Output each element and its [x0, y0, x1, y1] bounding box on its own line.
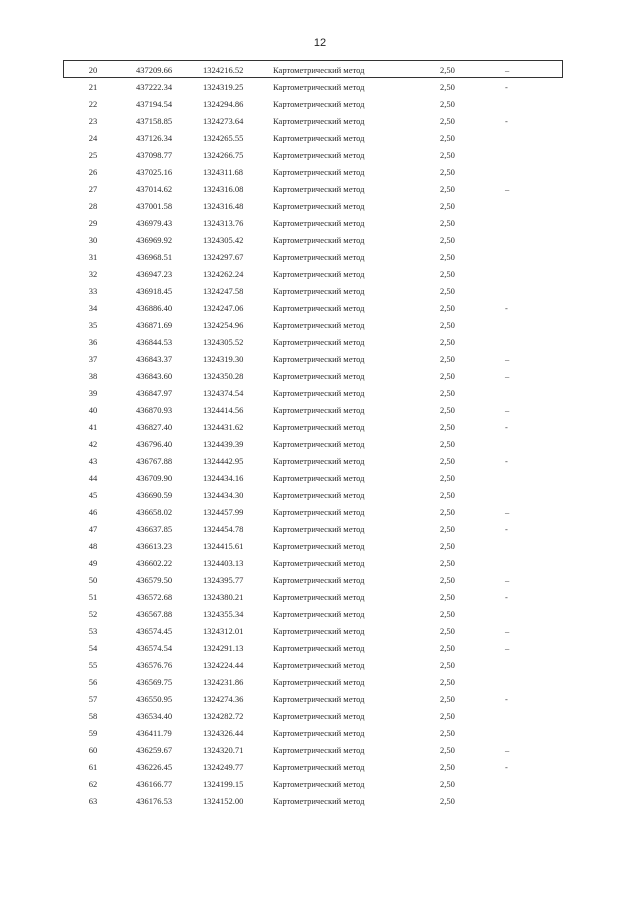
table-row — [0, 419, 640, 436]
table-row — [0, 640, 640, 657]
coordinate-y: 1324355.34 — [203, 609, 244, 619]
method-cell: Картометрический метод — [273, 558, 365, 568]
coordinate-y: 1324262.24 — [203, 269, 244, 279]
coordinate-y: 1324414.56 — [203, 405, 244, 415]
table-row — [0, 521, 640, 538]
coordinate-y: 1324415.61 — [203, 541, 244, 551]
coordinate-y: 1324266.75 — [203, 150, 244, 160]
coordinate-x: 436567.88 — [136, 609, 173, 619]
note-cell: – — [505, 643, 510, 653]
table-row — [0, 266, 640, 283]
coordinate-y: 1324434.30 — [203, 490, 244, 500]
point-number: 42 — [88, 439, 98, 449]
note-cell: - — [505, 303, 508, 313]
method-cell: Картометрический метод — [273, 422, 365, 432]
coordinate-x: 436827.40 — [136, 422, 173, 432]
accuracy-cell: 2,50 — [440, 745, 455, 755]
coordinate-x: 436709.90 — [136, 473, 173, 483]
method-cell: Картометрический метод — [273, 371, 365, 381]
method-cell: Картометрический метод — [273, 82, 365, 92]
point-number: 28 — [88, 201, 98, 211]
coordinate-y: 1324439.39 — [203, 439, 244, 449]
point-number: 62 — [88, 779, 98, 789]
coordinate-x: 436602.22 — [136, 558, 173, 568]
table-row — [0, 232, 640, 249]
accuracy-cell: 2,50 — [440, 82, 455, 92]
accuracy-cell: 2,50 — [440, 762, 455, 772]
accuracy-cell: 2,50 — [440, 643, 455, 653]
point-number: 27 — [88, 184, 98, 194]
coordinate-x: 436871.69 — [136, 320, 173, 330]
coordinate-x: 436572.68 — [136, 592, 173, 602]
coordinate-y: 1324319.30 — [203, 354, 244, 364]
table-row — [0, 215, 640, 232]
point-number: 51 — [88, 592, 98, 602]
point-number: 55 — [88, 660, 98, 670]
point-number: 40 — [88, 405, 98, 415]
coordinate-y: 1324274.36 — [203, 694, 244, 704]
coordinate-y: 1324231.86 — [203, 677, 244, 687]
point-number: 36 — [88, 337, 98, 347]
method-cell: Картометрический метод — [273, 694, 365, 704]
accuracy-cell: 2,50 — [440, 201, 455, 211]
table-row — [0, 436, 640, 453]
accuracy-cell: 2,50 — [440, 558, 455, 568]
method-cell: Картометрический метод — [273, 167, 365, 177]
point-number: 29 — [88, 218, 98, 228]
coordinate-x: 437158.85 — [136, 116, 173, 126]
coordinate-y: 1324319.25 — [203, 82, 244, 92]
coordinate-x: 437025.16 — [136, 167, 173, 177]
point-number: 44 — [88, 473, 98, 483]
note-cell: - — [505, 762, 508, 772]
table-row — [0, 589, 640, 606]
method-cell: Картометрический метод — [273, 252, 365, 262]
method-cell: Картометрический метод — [273, 626, 365, 636]
coordinate-x: 436176.53 — [136, 796, 173, 806]
coordinate-x: 437194.54 — [136, 99, 173, 109]
coordinate-x: 436767.88 — [136, 456, 173, 466]
coordinate-table — [0, 62, 640, 810]
coordinate-x: 436259.67 — [136, 745, 173, 755]
coordinate-y: 1324247.58 — [203, 286, 244, 296]
coordinate-x: 436843.60 — [136, 371, 173, 381]
page-number: 12 — [313, 37, 327, 49]
note-cell: – — [505, 745, 510, 755]
coordinate-x: 436637.85 — [136, 524, 173, 534]
accuracy-cell: 2,50 — [440, 65, 455, 75]
method-cell: Картометрический метод — [273, 150, 365, 160]
coordinate-y: 1324305.42 — [203, 235, 244, 245]
note-cell: - — [505, 592, 508, 602]
note-cell: - — [505, 456, 508, 466]
accuracy-cell: 2,50 — [440, 609, 455, 619]
method-cell: Картометрический метод — [273, 660, 365, 670]
accuracy-cell: 2,50 — [440, 541, 455, 551]
point-number: 58 — [88, 711, 98, 721]
coordinate-x: 437001.58 — [136, 201, 173, 211]
table-row — [0, 181, 640, 198]
point-number: 60 — [88, 745, 98, 755]
coordinate-x: 436968.51 — [136, 252, 173, 262]
coordinate-y: 1324249.77 — [203, 762, 244, 772]
accuracy-cell: 2,50 — [440, 728, 455, 738]
method-cell: Картометрический метод — [273, 541, 365, 551]
accuracy-cell: 2,50 — [440, 677, 455, 687]
coordinate-x: 436579.50 — [136, 575, 173, 585]
table-row — [0, 402, 640, 419]
table-row — [0, 130, 640, 147]
accuracy-cell: 2,50 — [440, 133, 455, 143]
point-number: 38 — [88, 371, 98, 381]
method-cell: Картометрический метод — [273, 354, 365, 364]
table-row — [0, 147, 640, 164]
coordinate-y: 1324254.96 — [203, 320, 244, 330]
coordinate-x: 436613.23 — [136, 541, 173, 551]
point-number: 39 — [88, 388, 98, 398]
coordinate-x: 436690.59 — [136, 490, 173, 500]
method-cell: Картометрический метод — [273, 320, 365, 330]
coordinate-x: 436844.53 — [136, 337, 173, 347]
coordinate-x: 436534.40 — [136, 711, 173, 721]
table-row — [0, 776, 640, 793]
table-row — [0, 368, 640, 385]
coordinate-y: 1324320.71 — [203, 745, 244, 755]
table-row — [0, 283, 640, 300]
coordinate-y: 1324442.95 — [203, 456, 244, 466]
note-cell: – — [505, 405, 510, 415]
accuracy-cell: 2,50 — [440, 660, 455, 670]
point-number: 50 — [88, 575, 98, 585]
coordinate-x: 436843.37 — [136, 354, 173, 364]
table-row — [0, 708, 640, 725]
method-cell: Картометрический метод — [273, 507, 365, 517]
note-cell: – — [505, 354, 510, 364]
point-number: 63 — [88, 796, 98, 806]
coordinate-y: 1324316.48 — [203, 201, 244, 211]
accuracy-cell: 2,50 — [440, 337, 455, 347]
table-row — [0, 725, 640, 742]
coordinate-y: 1324374.54 — [203, 388, 244, 398]
coordinate-x: 436796.40 — [136, 439, 173, 449]
note-cell: - — [505, 694, 508, 704]
method-cell: Картометрический метод — [273, 745, 365, 755]
table-row — [0, 351, 640, 368]
table-row — [0, 300, 640, 317]
accuracy-cell: 2,50 — [440, 150, 455, 160]
coordinate-y: 1324313.76 — [203, 218, 244, 228]
coordinate-x: 436576.76 — [136, 660, 173, 670]
coordinate-y: 1324282.72 — [203, 711, 244, 721]
coordinate-x: 436411.79 — [136, 728, 172, 738]
coordinate-y: 1324199.15 — [203, 779, 244, 789]
point-number: 53 — [88, 626, 98, 636]
coordinate-y: 1324294.86 — [203, 99, 244, 109]
accuracy-cell: 2,50 — [440, 354, 455, 364]
note-cell: - — [505, 82, 508, 92]
coordinate-y: 1324224.44 — [203, 660, 244, 670]
table-row — [0, 572, 640, 589]
table-row — [0, 113, 640, 130]
note-cell: - — [505, 116, 508, 126]
point-number: 25 — [88, 150, 98, 160]
method-cell: Картометрический метод — [273, 184, 365, 194]
coordinate-y: 1324305.52 — [203, 337, 244, 347]
point-number: 22 — [88, 99, 98, 109]
coordinate-x: 436947.23 — [136, 269, 173, 279]
accuracy-cell: 2,50 — [440, 235, 455, 245]
table-row — [0, 657, 640, 674]
table-row — [0, 470, 640, 487]
coordinate-y: 1324434.16 — [203, 473, 244, 483]
coordinate-x: 436918.45 — [136, 286, 173, 296]
point-number: 46 — [88, 507, 98, 517]
method-cell: Картометрический метод — [273, 609, 365, 619]
accuracy-cell: 2,50 — [440, 575, 455, 585]
point-number: 43 — [88, 456, 98, 466]
coordinate-y: 1324326.44 — [203, 728, 244, 738]
accuracy-cell: 2,50 — [440, 524, 455, 534]
coordinate-x: 436569.75 — [136, 677, 173, 687]
coordinate-y: 1324291.13 — [203, 643, 244, 653]
point-number: 20 — [88, 65, 98, 75]
point-number: 61 — [88, 762, 98, 772]
coordinate-y: 1324316.08 — [203, 184, 244, 194]
note-cell: – — [505, 371, 510, 381]
point-number: 47 — [88, 524, 98, 534]
accuracy-cell: 2,50 — [440, 473, 455, 483]
coordinate-y: 1324312.01 — [203, 626, 244, 636]
coordinate-y: 1324350.28 — [203, 371, 244, 381]
method-cell: Картометрический метод — [273, 762, 365, 772]
coordinate-x: 437126.34 — [136, 133, 173, 143]
method-cell: Картометрический метод — [273, 796, 365, 806]
coordinate-x: 436166.77 — [136, 779, 173, 789]
point-number: 57 — [88, 694, 98, 704]
table-row — [0, 606, 640, 623]
method-cell: Картометрический метод — [273, 779, 365, 789]
table-row — [0, 487, 640, 504]
note-cell: - — [505, 524, 508, 534]
note-cell: – — [505, 65, 510, 75]
table-row — [0, 164, 640, 181]
method-cell: Картометрический метод — [273, 473, 365, 483]
accuracy-cell: 2,50 — [440, 184, 455, 194]
point-number: 45 — [88, 490, 98, 500]
method-cell: Картометрический метод — [273, 201, 365, 211]
table-row — [0, 742, 640, 759]
table-row — [0, 249, 640, 266]
point-number: 26 — [88, 167, 98, 177]
coordinate-y: 1324216.52 — [203, 65, 244, 75]
method-cell: Картометрический метод — [273, 337, 365, 347]
accuracy-cell: 2,50 — [440, 371, 455, 381]
coordinate-y: 1324454.78 — [203, 524, 244, 534]
table-row — [0, 504, 640, 521]
method-cell: Картометрический метод — [273, 490, 365, 500]
table-row — [0, 96, 640, 113]
accuracy-cell: 2,50 — [440, 711, 455, 721]
method-cell: Картометрический метод — [273, 303, 365, 313]
accuracy-cell: 2,50 — [440, 779, 455, 789]
coordinate-x: 436886.40 — [136, 303, 173, 313]
coordinate-y: 1324403.13 — [203, 558, 244, 568]
method-cell: Картометрический метод — [273, 286, 365, 296]
point-number: 30 — [88, 235, 98, 245]
point-number: 24 — [88, 133, 98, 143]
coordinate-y: 1324247.06 — [203, 303, 244, 313]
method-cell: Картометрический метод — [273, 99, 365, 109]
coordinate-y: 1324395.77 — [203, 575, 244, 585]
point-number: 37 — [88, 354, 98, 364]
coordinate-x: 436847.97 — [136, 388, 173, 398]
coordinate-x: 437014.62 — [136, 184, 173, 194]
accuracy-cell: 2,50 — [440, 320, 455, 330]
coordinate-x: 436574.45 — [136, 626, 173, 636]
point-number: 59 — [88, 728, 98, 738]
coordinate-x: 436979.43 — [136, 218, 173, 228]
accuracy-cell: 2,50 — [440, 405, 455, 415]
table-row — [0, 198, 640, 215]
method-cell: Картометрический метод — [273, 728, 365, 738]
note-cell: – — [505, 575, 510, 585]
method-cell: Картометрический метод — [273, 677, 365, 687]
coordinate-x: 437098.77 — [136, 150, 173, 160]
table-row — [0, 623, 640, 640]
table-row — [0, 555, 640, 572]
point-number: 48 — [88, 541, 98, 551]
method-cell: Картометрический метод — [273, 643, 365, 653]
table-row — [0, 385, 640, 402]
coordinate-y: 1324297.67 — [203, 252, 244, 262]
point-number: 21 — [88, 82, 98, 92]
coordinate-x: 436574.54 — [136, 643, 173, 653]
method-cell: Картометрический метод — [273, 218, 365, 228]
coordinate-y: 1324265.55 — [203, 133, 244, 143]
accuracy-cell: 2,50 — [440, 490, 455, 500]
table-row — [0, 674, 640, 691]
method-cell: Картометрический метод — [273, 592, 365, 602]
accuracy-cell: 2,50 — [440, 626, 455, 636]
accuracy-cell: 2,50 — [440, 796, 455, 806]
accuracy-cell: 2,50 — [440, 218, 455, 228]
table-row — [0, 453, 640, 470]
point-number: 49 — [88, 558, 98, 568]
coordinate-x: 436226.45 — [136, 762, 173, 772]
coordinate-x: 437222.34 — [136, 82, 173, 92]
coordinate-y: 1324273.64 — [203, 116, 244, 126]
accuracy-cell: 2,50 — [440, 694, 455, 704]
accuracy-cell: 2,50 — [440, 286, 455, 296]
note-cell: – — [505, 507, 510, 517]
accuracy-cell: 2,50 — [440, 252, 455, 262]
table-row — [0, 334, 640, 351]
table-row — [0, 759, 640, 776]
accuracy-cell: 2,50 — [440, 439, 455, 449]
coordinate-y: 1324311.68 — [203, 167, 244, 177]
point-number: 31 — [88, 252, 98, 262]
note-cell: – — [505, 626, 510, 636]
method-cell: Картометрический метод — [273, 405, 365, 415]
accuracy-cell: 2,50 — [440, 422, 455, 432]
coordinate-y: 1324152.00 — [203, 796, 244, 806]
method-cell: Картометрический метод — [273, 524, 365, 534]
table-row — [0, 793, 640, 810]
note-cell: – — [505, 184, 510, 194]
method-cell: Картометрический метод — [273, 575, 365, 585]
method-cell: Картометрический метод — [273, 133, 365, 143]
table-row — [0, 62, 640, 79]
accuracy-cell: 2,50 — [440, 388, 455, 398]
point-number: 54 — [88, 643, 98, 653]
method-cell: Картометрический метод — [273, 269, 365, 279]
method-cell: Картометрический метод — [273, 235, 365, 245]
point-number: 56 — [88, 677, 98, 687]
accuracy-cell: 2,50 — [440, 99, 455, 109]
method-cell: Картометрический метод — [273, 439, 365, 449]
coordinate-x: 436550.95 — [136, 694, 173, 704]
method-cell: Картометрический метод — [273, 65, 365, 75]
accuracy-cell: 2,50 — [440, 303, 455, 313]
table-row — [0, 538, 640, 555]
point-number: 41 — [88, 422, 98, 432]
coordinate-x: 436969.92 — [136, 235, 173, 245]
point-number: 34 — [88, 303, 98, 313]
method-cell: Картометрический метод — [273, 456, 365, 466]
table-row — [0, 79, 640, 96]
coordinate-y: 1324457.99 — [203, 507, 244, 517]
accuracy-cell: 2,50 — [440, 269, 455, 279]
accuracy-cell: 2,50 — [440, 167, 455, 177]
coordinate-x: 437209.66 — [136, 65, 173, 75]
method-cell: Картометрический метод — [273, 711, 365, 721]
method-cell: Картометрический метод — [273, 388, 365, 398]
point-number: 52 — [88, 609, 98, 619]
point-number: 33 — [88, 286, 98, 296]
point-number: 35 — [88, 320, 98, 330]
point-number: 23 — [88, 116, 98, 126]
table-row — [0, 317, 640, 334]
accuracy-cell: 2,50 — [440, 456, 455, 466]
accuracy-cell: 2,50 — [440, 116, 455, 126]
accuracy-cell: 2,50 — [440, 507, 455, 517]
accuracy-cell: 2,50 — [440, 592, 455, 602]
coordinate-x: 436658.02 — [136, 507, 173, 517]
coordinate-y: 1324380.21 — [203, 592, 244, 602]
method-cell: Картометрический метод — [273, 116, 365, 126]
point-number: 32 — [88, 269, 98, 279]
note-cell: - — [505, 422, 508, 432]
coordinate-y: 1324431.62 — [203, 422, 244, 432]
coordinate-x: 436870.93 — [136, 405, 173, 415]
table-row — [0, 691, 640, 708]
